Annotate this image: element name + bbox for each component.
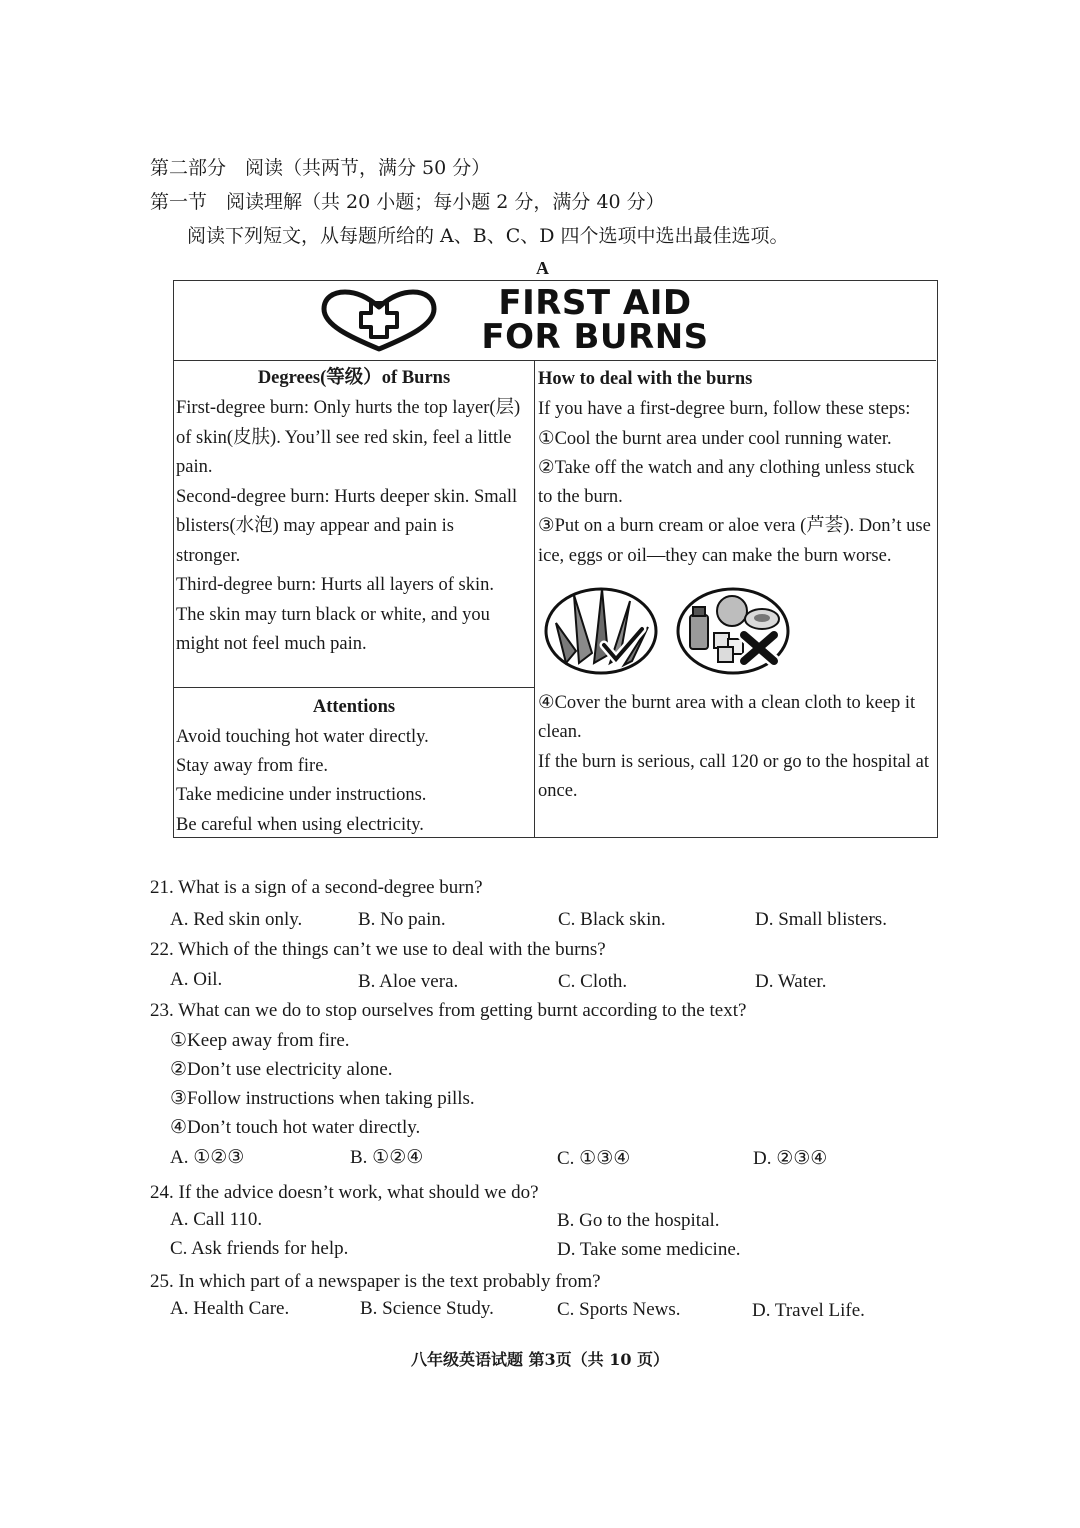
option-d[interactable]: D. Take some medicine. [557,1239,741,1260]
option-a[interactable]: A. Oil. [170,969,223,990]
degrees-line: pain. [176,457,213,477]
statement-item: ④Don’t touch hot water directly. [170,1117,421,1138]
howto-line: once. [538,781,578,801]
attention-item: Take medicine under instructions. [176,785,427,805]
degrees-line: Third-degree burn: Hurts all layers of skin. [176,575,495,595]
option-b[interactable]: B. Aloe vera. [358,971,459,992]
attention-item: Avoid touching hot water directly. [176,727,429,747]
option-c[interactable]: C. Ask friends for help. [170,1238,349,1259]
howto-line: ice, eggs or oil—they can make the burn worse. [538,546,892,566]
instruction: 阅读下列短文，从每题所给的 A、B、C、D 四个选项中选出最佳选项。 [187,225,789,247]
question-stem: 22. Which of the things can’t we use to deal with the burns? [150,939,606,960]
poster-title [450,283,740,357]
question-stem: 25. In which part of a newspaper is the text probably from? [150,1271,601,1292]
degrees-line: First-degree burn: Only hurts the top layer(层) [176,398,521,418]
option-c[interactable]: C. ①③④ [557,1148,631,1169]
attentions-heading: Attentions [312,697,396,717]
howto-line: clean. [538,722,582,742]
option-d[interactable]: D. Travel Life. [752,1300,865,1321]
howto-line: If you have a first-degree burn, follow these steps: [538,399,911,419]
option-c[interactable]: C. Sports News. [557,1299,681,1320]
degrees-heading: Degrees(等级）of Burns [257,368,451,388]
option-d[interactable]: D. Water. [755,971,827,992]
option-c[interactable]: C. Cloth. [558,971,628,992]
question-stem: 21. What is a sign of a second-degree burn? [150,877,483,898]
degrees-line: The skin may turn black or white, and you [176,605,490,625]
left-row-divider [174,687,534,688]
option-c[interactable]: C. Black skin. [558,909,666,930]
howto-line: ③Put on a burn cream or aloe vera (芦荟). Don’t use [538,516,931,536]
poster-title-line1: FIRST AID [498,283,692,323]
heart-cross-icon [320,289,438,353]
howto-line: to the burn. [538,487,623,507]
aloe-vera-check-icon [544,583,659,675]
poster-title-line2: FOR BURNS [481,317,709,357]
attention-item: Stay away from fire. [176,756,329,776]
option-b[interactable]: B. No pain. [358,909,446,930]
column-divider [534,360,535,837]
howto-heading: How to deal with the burns [538,369,753,389]
option-d[interactable]: D. Small blisters. [755,909,887,930]
option-d[interactable]: D. ②③④ [753,1148,828,1169]
howto-line: ①Cool the burnt area under cool running water. [538,429,892,449]
degrees-line: might not feel much pain. [176,634,367,654]
option-b[interactable]: B. ①②④ [350,1147,424,1168]
howto-line: ④Cover the burnt area with a clean cloth to keep it [538,693,916,713]
statement-item: ①Keep away from fire. [170,1030,350,1051]
option-a[interactable]: A. ①②③ [170,1147,245,1168]
question-stem: 23. What can we do to stop ourselves from getting burnt according to the text? [150,1000,747,1021]
statement-item: ②Don’t use electricity alone. [170,1059,393,1080]
section-title: 第一节 阅读理解（共 20 小题；每小题 2 分，满分 40 分） [150,191,665,213]
degrees-line: blisters(水泡) may appear and pain is [176,516,454,536]
option-b[interactable]: B. Science Study. [360,1298,494,1319]
first-aid-poster [173,280,938,838]
option-a[interactable]: A. Call 110. [170,1209,263,1230]
page-footer: 八年级英语试题 第3页（共 10 页） [410,1350,670,1369]
part-title: 第二部分 阅读（共两节，满分 50 分） [150,157,491,179]
statement-item: ③Follow instructions when taking pills. [170,1088,475,1109]
degrees-line: stronger. [176,546,241,566]
degrees-line: of skin(皮肤). You’ll see red skin, feel a little [176,428,512,448]
poster-header [174,281,936,361]
option-b[interactable]: B. Go to the hospital. [557,1210,720,1231]
howto-line: ②Take off the watch and any clothing unless stuck [538,458,915,478]
degrees-line: Second-degree burn: Hurts deeper skin. Small [176,487,518,507]
passage-label: A [536,258,549,278]
option-a[interactable]: A. Health Care. [170,1298,290,1319]
ice-egg-oil-cross-icon [674,583,792,675]
attention-item: Be careful when using electricity. [176,815,424,835]
howto-line: If the burn is serious, call 120 or go to the hospital at [538,752,929,772]
option-a[interactable]: A. Red skin only. [170,909,303,930]
question-stem: 24. If the advice doesn’t work, what should we do? [150,1182,539,1203]
